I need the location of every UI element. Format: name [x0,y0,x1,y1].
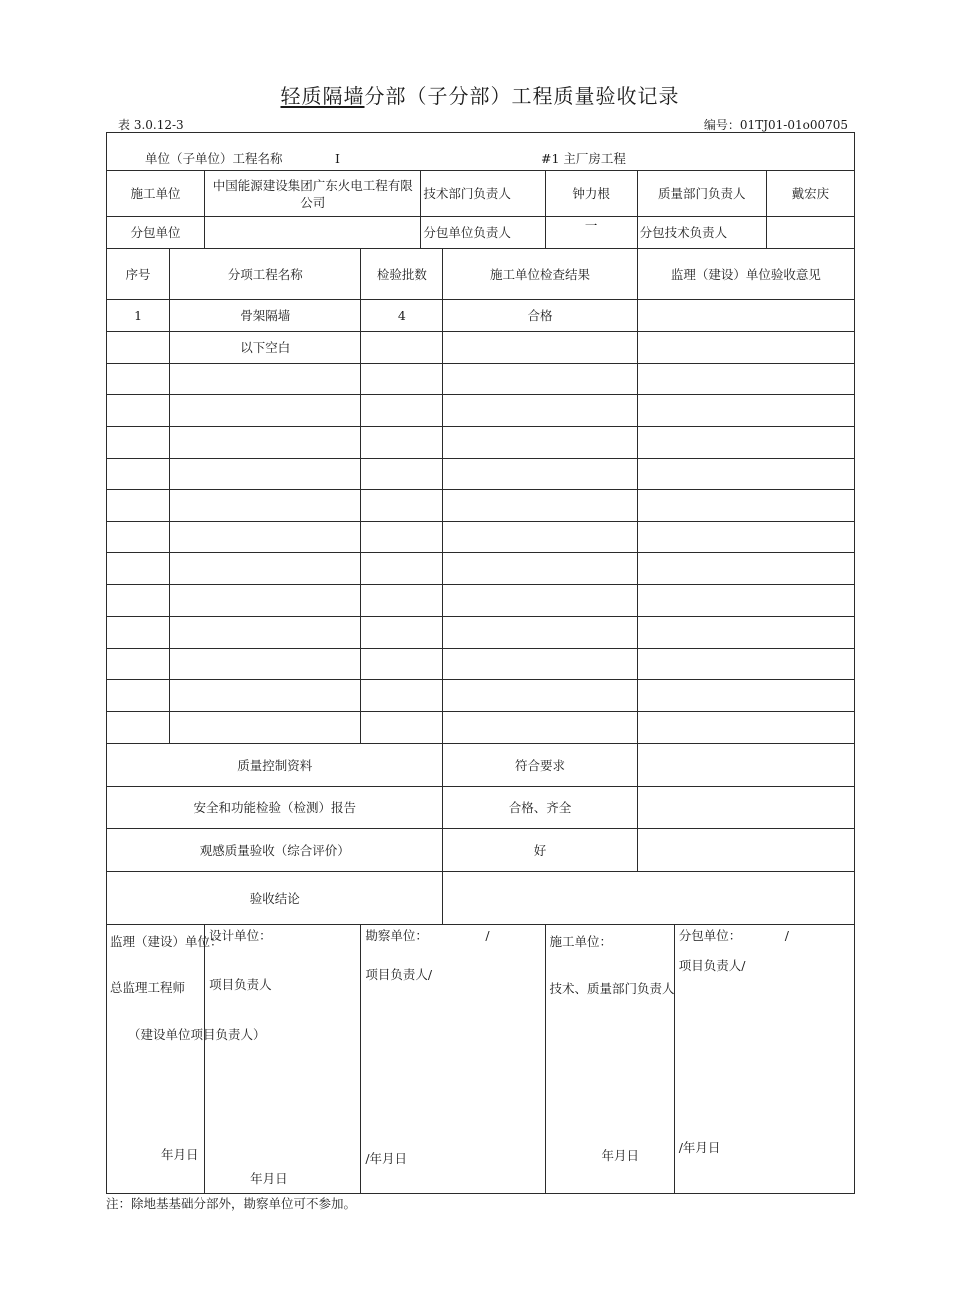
row-batch-count [361,490,443,522]
col-header-seq: 序号 [107,249,170,300]
row-supervision-opinion [637,617,854,649]
design-date: 年月日 [250,1171,288,1186]
summary-label: 质量控制资料 [107,744,443,787]
row-seq [107,490,170,522]
row-batch-count [361,585,443,617]
table-row [107,712,855,744]
row-batch-count [361,427,443,459]
doc-number: 编号：01TJ01-01o00705 [703,118,848,132]
supervision-unit-label: 监理（建设）单位： [110,934,223,949]
row-supervision-opinion [637,300,854,332]
row-batch-count [361,364,443,395]
row-batch-count [361,617,443,649]
row-batch-count [361,522,443,553]
summary-opinion [637,787,854,829]
row-item-name [170,553,361,585]
row-seq [107,712,170,744]
survey-unit-label: 勘察单位： [365,928,428,943]
row-batch-count [361,332,443,364]
row-check-result [443,712,637,744]
unit-project-value: #1 主厂房工程 [541,151,626,166]
row-check-result [443,680,637,712]
row-item-name: 以下空白 [170,332,361,364]
row-seq: 1 [107,300,170,332]
row-batch-count [361,395,443,427]
owner-project-head-label: （建设单位项目负责人） [128,1027,266,1042]
summary-row [107,829,855,872]
construction-unit-row [107,171,855,217]
row-supervision-opinion [637,553,854,585]
subcontract-unit-label: 分包单位： [678,928,742,943]
row-item-name [170,395,361,427]
row-item-name [170,649,361,680]
summary-row [107,787,855,829]
design-unit-label: 设计单位： [209,928,272,943]
sub-tech-head-value [766,217,854,249]
row-check-result [443,522,637,553]
summary-opinion [637,829,854,872]
col-header-check-result: 施工单位检查结果 [443,249,637,300]
row-seq [107,522,170,553]
row-item-name [170,680,361,712]
summary-opinion [637,744,854,787]
row-supervision-opinion [637,332,854,364]
row-check-result [443,553,637,585]
row-item-name [170,617,361,649]
table-row [107,522,855,553]
row-supervision-opinion [637,490,854,522]
footnote: 注：除地基基础分部外，勘察单位可不参加。 [106,1196,357,1211]
sub-unit-label: 分包单位 [107,217,205,249]
row-batch-count [361,680,443,712]
table-row [107,649,855,680]
conclusion-value [443,872,855,925]
sub-unit-head-value: 一 [545,217,637,249]
row-supervision-opinion [637,680,854,712]
row-supervision-opinion [637,522,854,553]
unit-project-mark: I [335,151,340,166]
title-underlined: 轻质隔墙 [280,84,365,108]
row-batch-count [361,712,443,744]
table-row [107,395,855,427]
row-item-name [170,490,361,522]
unit-project-row [107,133,855,171]
row-seq [107,585,170,617]
row-supervision-opinion [637,395,854,427]
conclusion-label: 验收结论 [107,872,443,925]
row-supervision-opinion [637,364,854,395]
row-batch-count [361,649,443,680]
row-check-result [443,395,637,427]
design-project-head-label: 项目负责人 [209,977,272,992]
signature-design [205,925,361,1194]
row-item-name [170,712,361,744]
supervision-date: 年月日 [161,1147,199,1162]
row-seq [107,680,170,712]
sub-unit-value [205,217,421,249]
row-check-result: 合格 [443,300,637,332]
row-batch-count: 4 [361,300,443,332]
signature-subcontract [674,925,854,1194]
row-check-result [443,427,637,459]
summary-result: 符合要求 [443,744,637,787]
row-supervision-opinion [637,585,854,617]
row-item-name [170,522,361,553]
construction-unit-sig-label: 施工单位： [549,934,613,949]
table-row [107,459,855,490]
summary-label: 观感质量验收（综合评价） [107,829,443,872]
table-row [107,300,855,332]
summary-result: 好 [443,829,637,872]
row-batch-count [361,553,443,585]
row-seq [107,617,170,649]
row-seq [107,459,170,490]
form-code: 表 3.0.12-3 [118,118,184,132]
column-header-row [107,249,855,300]
survey-project-head-label: 项目负责人/ [365,967,433,982]
signature-row [107,925,855,1194]
col-header-batch-count: 检验批数 [361,249,443,300]
acceptance-record-table [106,132,855,1194]
table-row [107,680,855,712]
sub-tech-head-label: 分包技术负责人 [637,217,766,249]
table-row [107,617,855,649]
unit-project-label: 单位（子单位）工程名称 [145,151,283,166]
sub-unit-head-label: 分包单位负责人 [421,217,545,249]
tech-dept-head-label: 技术部门负责人 [421,171,545,217]
table-row [107,364,855,395]
table-row [107,490,855,522]
subcontract-slash: / [784,928,789,943]
item-rows [107,300,855,744]
row-seq [107,649,170,680]
row-seq [107,395,170,427]
construction-date: 年月日 [601,1148,640,1163]
signature-construction [545,925,674,1194]
row-supervision-opinion [637,712,854,744]
row-check-result [443,459,637,490]
construction-heads-label: 技术、质量部门负责人 [549,981,675,996]
row-item-name [170,459,361,490]
row-supervision-opinion [637,427,854,459]
tech-dept-head-value: 钟力根 [545,171,637,217]
conclusion-row [107,872,855,925]
construction-unit-value: 中国能源建设集团广东火电工程有限公司 [205,171,421,217]
row-check-result [443,364,637,395]
signature-survey [361,925,545,1194]
row-check-result [443,332,637,364]
survey-date: /年月日 [365,1151,408,1166]
row-check-result [443,585,637,617]
row-supervision-opinion [637,459,854,490]
row-item-name [170,585,361,617]
row-check-result [443,649,637,680]
summary-result: 合格、齐全 [443,787,637,829]
row-seq [107,364,170,395]
quality-dept-head-label: 质量部门负责人 [637,171,766,217]
chief-supervisor-label: 总监理工程师 [110,980,186,995]
sub-unit-row [107,217,855,249]
row-check-result [443,617,637,649]
unit-project-cell [107,133,855,171]
quality-dept-head-value: 戴宏庆 [766,171,854,217]
subcontract-date: /年月日 [678,1140,721,1155]
survey-slash: / [485,928,490,943]
page-title [0,80,960,109]
title-rest: 分部（子分部）工程质量验收记录 [364,84,680,108]
summary-row [107,744,855,787]
summary-label: 安全和功能检验（检测）报告 [107,787,443,829]
table-row [107,332,855,364]
row-seq [107,553,170,585]
construction-unit-label: 施工单位 [107,171,205,217]
row-item-name: 骨架隔墙 [170,300,361,332]
row-item-name [170,427,361,459]
row-supervision-opinion [637,649,854,680]
row-seq [107,427,170,459]
row-item-name [170,364,361,395]
row-batch-count [361,459,443,490]
table-row [107,585,855,617]
table-row [107,427,855,459]
subcontract-project-head-label: 项目负责人/ [678,958,746,973]
table-row [107,553,855,585]
col-header-item-name: 分项工程名称 [170,249,361,300]
col-header-supervision-opinion: 监理（建设）单位验收意见 [637,249,854,300]
row-check-result [443,490,637,522]
row-seq [107,332,170,364]
